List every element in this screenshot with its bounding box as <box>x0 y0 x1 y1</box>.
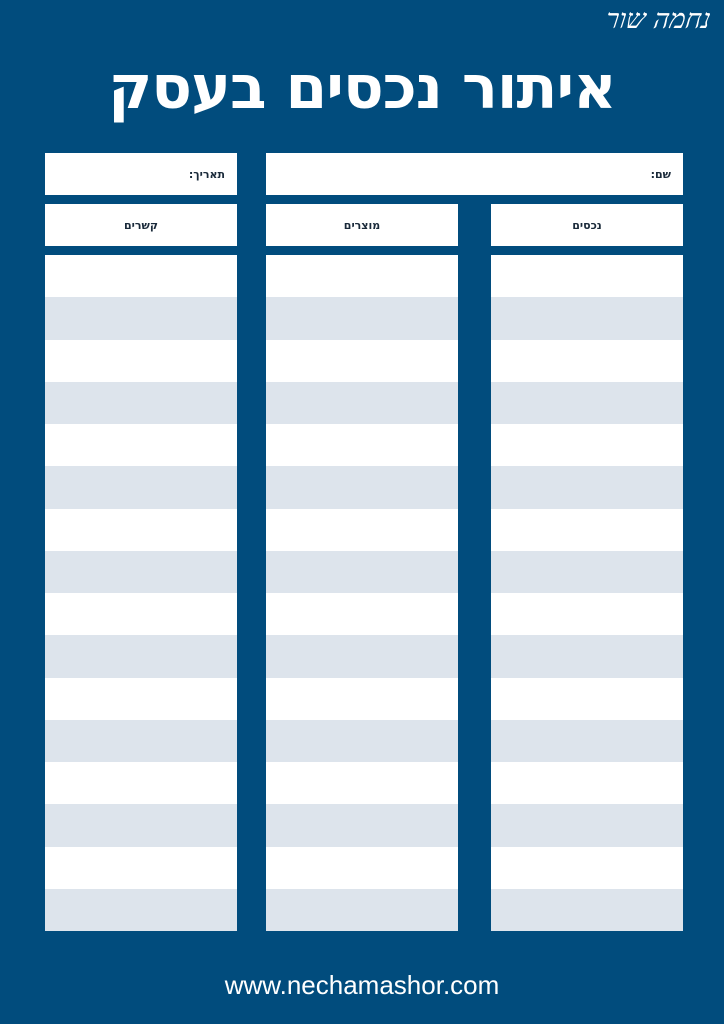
table-row[interactable] <box>491 340 683 382</box>
table-row[interactable] <box>45 889 237 931</box>
table-row[interactable] <box>45 382 237 424</box>
column-connections <box>45 255 237 931</box>
name-field[interactable] <box>266 153 683 195</box>
table-row[interactable] <box>491 466 683 508</box>
table-row[interactable] <box>266 678 458 720</box>
table-row[interactable] <box>45 340 237 382</box>
column-header-label: נכסים <box>572 218 602 232</box>
table-row[interactable] <box>491 509 683 551</box>
column-assets <box>491 255 683 931</box>
table-row[interactable] <box>45 804 237 846</box>
table-row[interactable] <box>45 551 237 593</box>
table-row[interactable] <box>266 762 458 804</box>
table-row[interactable] <box>491 255 683 297</box>
table-row[interactable] <box>45 720 237 762</box>
table-row[interactable] <box>45 678 237 720</box>
table-row[interactable] <box>491 424 683 466</box>
table-row[interactable] <box>266 804 458 846</box>
table-row[interactable] <box>266 551 458 593</box>
table-row[interactable] <box>266 889 458 931</box>
table-row[interactable] <box>45 635 237 677</box>
table-row[interactable] <box>491 593 683 635</box>
table-row[interactable] <box>45 297 237 339</box>
table-row[interactable] <box>491 635 683 677</box>
page-title: איתור נכסים בעסק <box>108 53 616 123</box>
table-row[interactable] <box>491 297 683 339</box>
table-row[interactable] <box>45 509 237 551</box>
table-row[interactable] <box>45 847 237 889</box>
table-row[interactable] <box>266 424 458 466</box>
table-row[interactable] <box>266 382 458 424</box>
column-header-assets <box>491 204 683 246</box>
table-row[interactable] <box>491 551 683 593</box>
table-row[interactable] <box>491 762 683 804</box>
column-header-connections <box>45 204 237 246</box>
signature-logo: נחמה שור <box>603 4 713 35</box>
table-row[interactable] <box>45 762 237 804</box>
date-field[interactable] <box>45 153 237 195</box>
table-row[interactable] <box>45 255 237 297</box>
table-row[interactable] <box>491 678 683 720</box>
table-row[interactable] <box>491 889 683 931</box>
column-header-products <box>266 204 458 246</box>
table-row[interactable] <box>491 804 683 846</box>
date-field-label: תאריך: <box>188 167 225 181</box>
table-row[interactable] <box>491 720 683 762</box>
table-row[interactable] <box>266 593 458 635</box>
table-row[interactable] <box>266 297 458 339</box>
table-row[interactable] <box>266 340 458 382</box>
table-row[interactable] <box>45 593 237 635</box>
table-row[interactable] <box>266 466 458 508</box>
column-header-label: קשרים <box>124 218 158 232</box>
table-row[interactable] <box>45 424 237 466</box>
footer-website: www.nechamashor.com <box>224 970 500 1000</box>
name-field-label: שם: <box>650 167 671 181</box>
table-row[interactable] <box>491 847 683 889</box>
table-row[interactable] <box>266 509 458 551</box>
column-header-label: מוצרים <box>343 218 381 232</box>
table-row[interactable] <box>266 255 458 297</box>
column-products <box>266 255 458 931</box>
table-row[interactable] <box>491 382 683 424</box>
table-row[interactable] <box>45 466 237 508</box>
table-row[interactable] <box>266 635 458 677</box>
table-row[interactable] <box>266 847 458 889</box>
table-row[interactable] <box>266 720 458 762</box>
